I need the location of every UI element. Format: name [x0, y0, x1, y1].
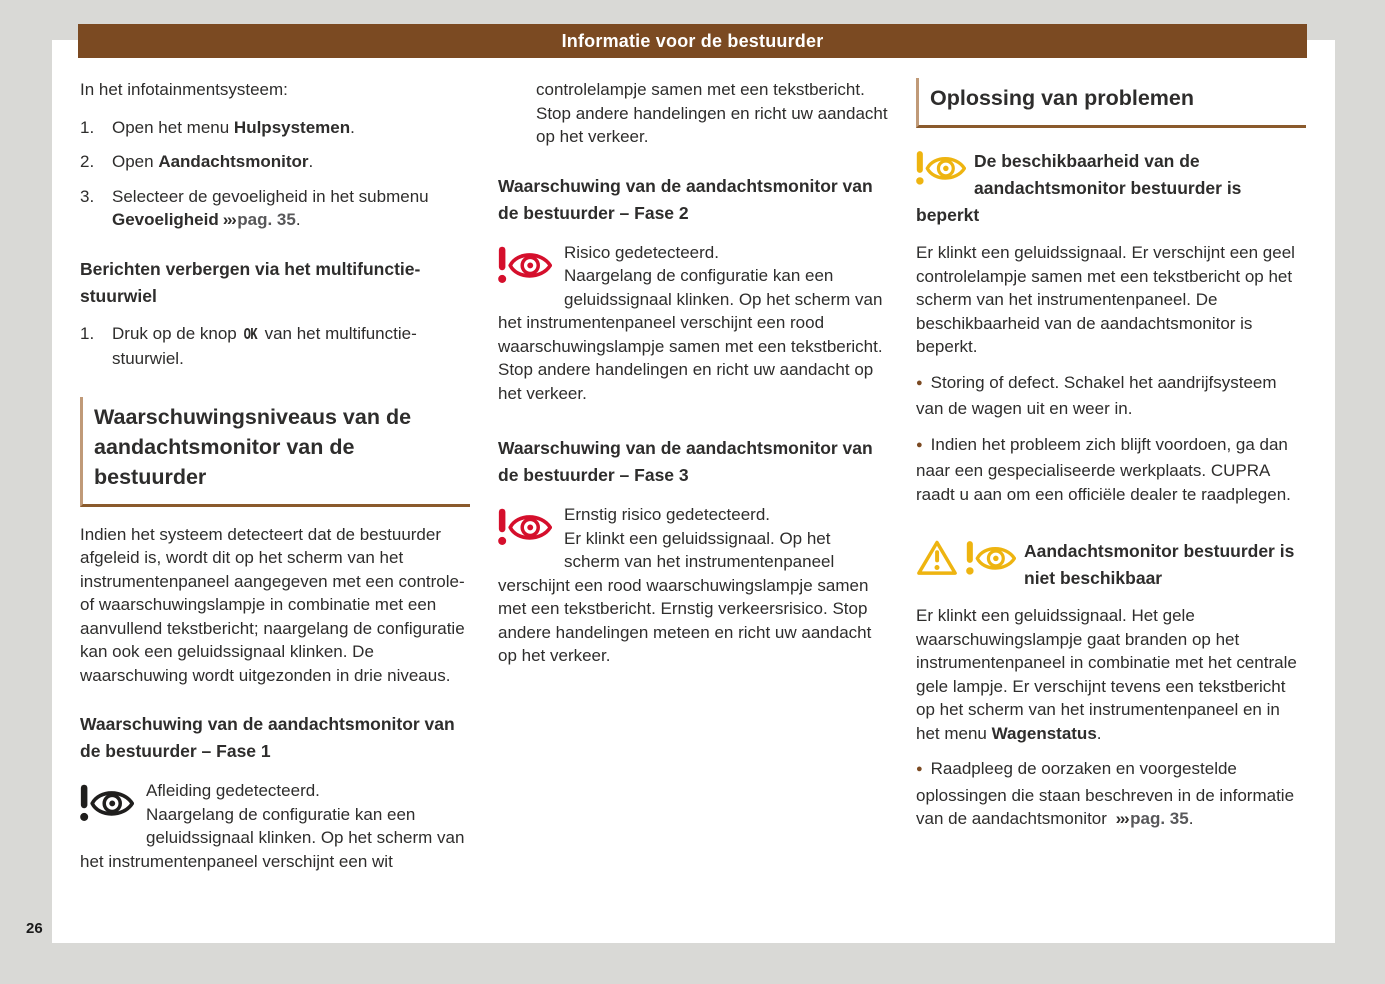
section-heading: Oplossing van problemen: [916, 78, 1306, 128]
column-right: [916, 78, 1306, 873]
menu-name: Wagenstatus: [991, 723, 1097, 743]
warning-triangle-icon: [916, 539, 958, 585]
column-middle: [498, 78, 888, 873]
list-item: [80, 185, 470, 232]
warning-block-fase2: [498, 241, 888, 406]
warning-text: Naargelang de configuratie kan een geluidssignaal klinken. Op het scherm van het instrumentenpaneel verschijnt een rood waarschuwingslampje samen met een tekstbericht. Stop andere handelingen en richt uw aandacht op het verkeer.: [498, 266, 883, 403]
issue-heading-limited: [916, 148, 1306, 229]
manual-page: [52, 30, 1335, 943]
page-reference-link[interactable]: pag. 35: [237, 210, 296, 229]
chevron-ref-icon: ›››: [222, 210, 236, 229]
issue-heading-unavailable: [916, 538, 1306, 592]
driver-attention-red-icon: [498, 244, 552, 293]
list-item: [80, 150, 470, 174]
columns-container: [80, 78, 1306, 873]
paragraph-post: .: [1096, 723, 1102, 743]
list-item-number: 1.: [80, 323, 95, 343]
continuation-paragraph: controlelampje samen met een tekstbericht. Stop andere handelingen en richt uw aandacht op het verkeer.: [536, 80, 888, 146]
bullet-item: ● Storing of defect. Schakel het aandrijfsysteem van de wagen uit en weer in.: [916, 371, 1306, 421]
list-item-number: 2.: [80, 152, 95, 171]
menu-name: Aandachtsmonitor: [158, 152, 309, 171]
warning-line1: Afleiding gedetecteerd.: [146, 781, 320, 800]
bullet-pre: Raadpleeg de oorzaken en voorgestelde oplossingen die staan beschreven in de informatie van de aandachtsmonitor: [916, 759, 1295, 828]
list-item: [80, 116, 470, 140]
list-item-number: 3.: [80, 186, 95, 206]
bullet-item: ● Indien het probleem zich blijft voordoen, ga dan naar een gespecialiseerde werkplaats. CUPRA raadt u aan om een officiële dealer te raadplegen.: [916, 433, 1306, 507]
warning-text: Er klinkt een geluidssignaal. Op het scherm van het instrumentenpaneel verschijnt een rood waarschuwingslampje samen met een tekstbericht. Ernstig verkeersrisico. Stop andere handelingen meteen en richt uw aandacht op het verkeer.: [498, 528, 872, 665]
page-reference-link[interactable]: pag. 35: [1130, 809, 1189, 828]
chapter-title: Informatie voor de bestuurder: [561, 30, 824, 51]
driver-attention-red-icon: [498, 506, 552, 555]
body-paragraph: [916, 604, 1306, 745]
bullet-post: .: [1188, 809, 1194, 828]
warning-line1: Risico gedetecteerd.: [564, 242, 719, 262]
list-item-text: [112, 185, 470, 232]
paragraph-pre: Er klinkt een geluidssignaal. Het gele waarschuwingslampje gaat branden op het instrumentenpaneel in combinatie met het centrale gele lampje. Er verschijnt tevens een tekstbericht op het scherm van het instrumentenpaneel en in het menu: [916, 606, 1297, 743]
driver-attention-yellow-icon: [916, 149, 966, 195]
list-item-text: [112, 116, 470, 140]
list-item-text: [112, 322, 470, 371]
page-number: 26: [26, 920, 43, 937]
body-paragraph: Er klinkt een geluidssignaal. Er verschijnt een geel controlelampje samen met een tekstbericht op het scherm van het instrumentenpaneel. De beschikbaarheid van de aandachtsmonitor is beperkt.: [916, 243, 1295, 356]
issue-heading-text: Aandachtsmonitor bestuurder is niet beschikbaar: [1024, 541, 1295, 588]
list-item-post: .: [350, 117, 355, 137]
driver-attention-white-icon: [80, 782, 134, 831]
list-item: [80, 322, 470, 371]
subsection-heading: Berichten verbergen via het multifunctie-stuurwiel: [80, 258, 421, 306]
warning-block-fase3: [498, 503, 888, 668]
column-left: [80, 78, 470, 873]
list-item-pre: Selecteer de gevoeligheid in het submenu: [112, 186, 429, 206]
list-item-pre: Open: [112, 152, 159, 171]
ok-button-glyph: OK: [244, 325, 258, 345]
menu-name: Gevoeligheid: [112, 210, 219, 229]
warning-text: Naargelang de configuratie kan een geluidssignaal klinken. Op het scherm van het instrumentenpaneel verschijnt een wit: [80, 804, 465, 871]
body-paragraph: Indien het systeem detecteert dat de bestuurder afgeleid is, wordt dit op het scherm van het instrumentenpaneel aangegeven met een controle- of waarschuwingslampje in combinatie met een aanvullend tekstbericht; naargelang de configuratie kan ook een geluidssignaal klinken. De waarschuwing wordt uitgezonden in drie niveaus.: [80, 524, 465, 685]
chapter-header-bar: [78, 24, 1307, 58]
list-item-post: .: [308, 152, 314, 171]
list-item-pre: Open het menu: [112, 117, 234, 137]
list-item-post: .: [295, 210, 301, 229]
chevron-ref-icon: ›››: [1115, 809, 1129, 828]
subsection-heading: Waarschuwing van de aandachtsmonitor van de bestuurder – Fase 3: [498, 438, 873, 485]
list-item-number: 1.: [80, 117, 95, 137]
intro-text: In het infotainmentsysteem:: [80, 80, 288, 99]
bullet-item: [916, 757, 1306, 831]
warning-line1: Ernstig risico gedetecteerd.: [564, 505, 770, 524]
warning-block-fase1: [80, 779, 470, 873]
driver-attention-yellow-icon: [966, 539, 1016, 585]
list-item-post: van het multifunctie-stuurwiel.: [112, 323, 417, 368]
list-item-text: [112, 150, 470, 174]
list-item-pre: Druk op de knop: [112, 323, 242, 343]
subsection-heading: Waarschuwing van de aandachtsmonitor van de bestuurder – Fase 2: [498, 175, 873, 223]
menu-name: Hulpsystemen: [233, 117, 351, 137]
issue-heading-text: De beschikbaarheid van de aandachtsmonitor bestuurder is beperkt: [916, 151, 1242, 225]
section-heading: Waarschuwingsniveaus van de aandachtsmonitor van de bestuurder: [80, 397, 470, 507]
subsection-heading: Waarschuwing van de aandachtsmonitor van de bestuurder – Fase 1: [80, 714, 455, 761]
